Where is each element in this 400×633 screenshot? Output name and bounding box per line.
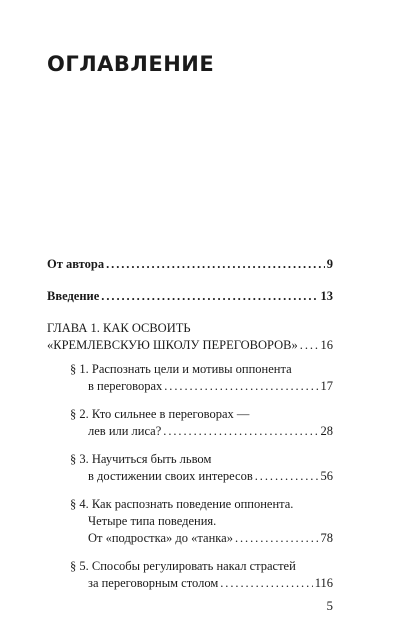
- toc-heading: ОГЛАВЛЕНИЕ: [47, 52, 215, 76]
- toc-entry-section-3[interactable]: [70, 451, 333, 485]
- leader-dots: [255, 468, 319, 485]
- toc-entry-page: 78: [320, 531, 333, 545]
- toc-entry-section-5[interactable]: [70, 558, 333, 592]
- leader-dots: [101, 288, 318, 305]
- toc-entry-page: 17: [320, 379, 333, 393]
- toc-entry-title-line: за переговорным столом: [88, 576, 219, 590]
- toc-entry-page: 56: [320, 469, 333, 483]
- toc-entry-introduction[interactable]: [47, 288, 333, 305]
- toc-entry-title-line: § 3. Научиться быть львом: [70, 452, 212, 466]
- toc-entry-title-line: От «подростка» до «танка»: [88, 531, 233, 545]
- toc-entry-title-line: лев или лиса?: [88, 424, 162, 438]
- toc-entry-section-1[interactable]: [70, 361, 333, 395]
- toc-entry-title-line: § 1. Распознать цели и мотивы оппонента: [70, 362, 292, 376]
- toc-entry-title-line: «КРЕМЛЕВСКУЮ ШКОЛУ ПЕРЕГОВОРОВ»: [47, 338, 298, 352]
- leader-dots: [235, 530, 319, 547]
- toc-entry-page: 13: [320, 289, 333, 303]
- toc-entry-title-line: Четыре типа поведения.: [88, 514, 217, 528]
- toc-entry-title-line: § 5. Способы регулировать накал страстей: [70, 559, 296, 573]
- toc-entry-page: 16: [320, 338, 333, 352]
- leader-dots: [164, 378, 318, 395]
- toc-entry-title-line: в переговорах: [88, 379, 163, 393]
- toc-entry-title: От автора: [47, 257, 105, 271]
- toc-entry-title-line: ГЛАВА 1. КАК ОСВОИТЬ: [47, 321, 191, 335]
- leader-dots: [220, 575, 312, 592]
- toc-entry-section-4[interactable]: [70, 496, 333, 547]
- page-number: 5: [326, 598, 333, 613]
- toc-entry-author-preface[interactable]: [47, 256, 333, 273]
- toc-entry-section-2[interactable]: [70, 406, 333, 440]
- toc-entry-page: 9: [326, 257, 333, 271]
- toc-entry-title: Введение: [47, 289, 100, 303]
- toc-entry-title-line: § 4. Как распознать поведение оппонента.: [70, 497, 294, 511]
- toc-entry-page: 28: [320, 424, 333, 438]
- toc-entry-title-line: в достижении своих интересов: [88, 469, 253, 483]
- toc-entry-chapter-1[interactable]: [47, 320, 333, 354]
- toc-entry-page: 116: [314, 576, 333, 590]
- leader-dots: [300, 337, 319, 354]
- toc-entry-title-line: § 2. Кто сильнее в переговорах —: [70, 407, 250, 421]
- leader-dots: [163, 423, 318, 440]
- leader-dots: [106, 256, 325, 273]
